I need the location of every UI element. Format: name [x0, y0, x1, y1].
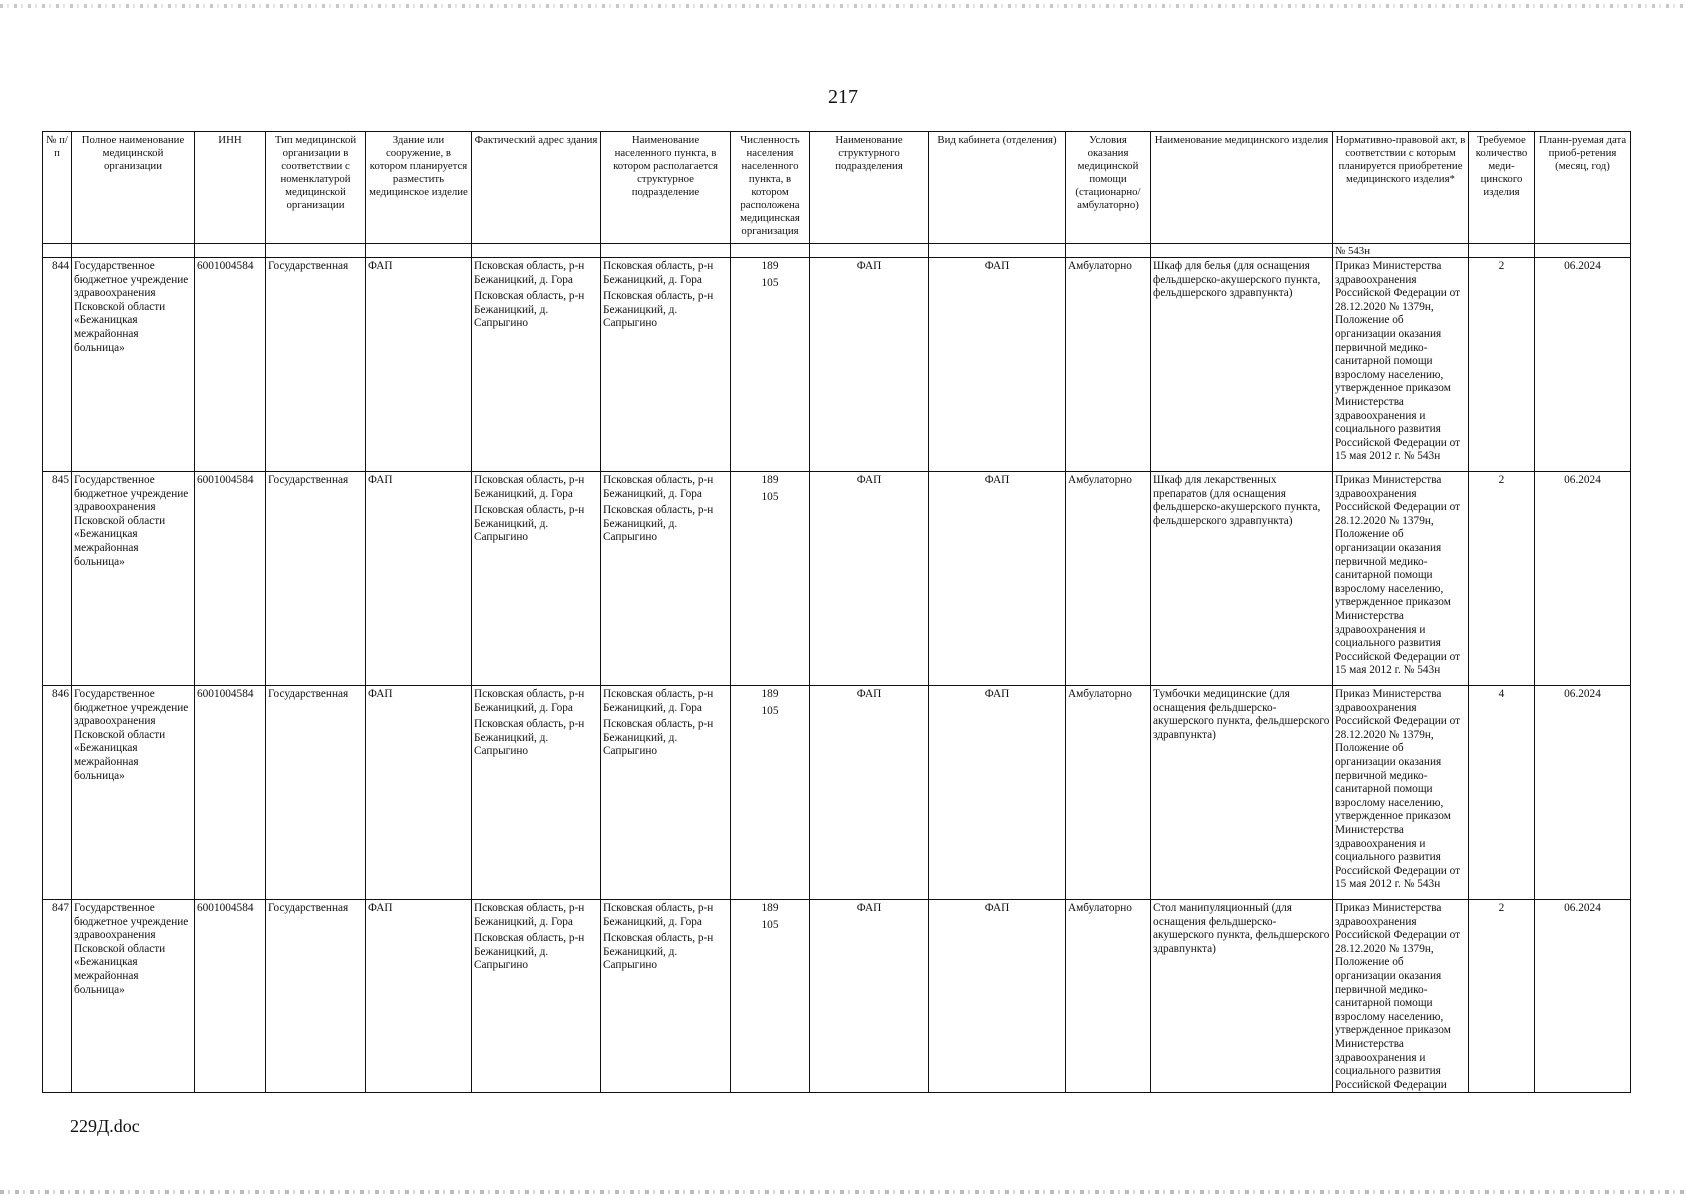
header-cell-address: Фактический адрес здания: [472, 132, 601, 244]
table-row: [43, 258, 1631, 472]
population-value: 105: [761, 490, 779, 503]
cell-act: Приказ Министерства здравоохранения Российской Федерации от 28.12.2020 № 1379н, Положение об организации оказания первичной медико-санитарной помощи взрослому населению, утвержденное приказом Министерства здравоохранения и социального развития Российской Федерации: [1333, 900, 1469, 1093]
cell-conditions: Амбулаторно: [1066, 258, 1151, 472]
settlement-line: Псковская область, р-н Бежаницкий, д. Сапрыгино: [603, 290, 714, 330]
header-cell-date: Планн-руемая дата приоб-ретения (месяц, год): [1535, 132, 1631, 244]
cell-device: Стол манипуляционный (для оснащения фельдшерско-акушерского пункта, фельдшерского здравпункта): [1151, 900, 1333, 1093]
cell-org: Государственное бюджетное учреждение здравоохранения Псковской области «Бежаницкая межрайонная больница»: [72, 900, 195, 1093]
cell-inn: 6001004584: [195, 686, 266, 900]
header-cell-org: Полное наименование медицинской организации: [72, 132, 195, 244]
cell-population: [731, 258, 810, 472]
cell-qty: 4: [1469, 686, 1535, 900]
cell-qty: 2: [1469, 472, 1535, 686]
cell-act: Приказ Министерства здравоохранения Российской Федерации от 28.12.2020 № 1379н, Положение об организации оказания первичной медико-санитарной помощи взрослому населению, утвержденное приказом Министерства здравоохранения и социального развития Российской Федерации от 15 мая 2012 г. № 543н: [1333, 686, 1469, 900]
address-line: Псковская область, р-н Бежаницкий, д. Гора: [474, 260, 585, 286]
settlement-line: Псковская область, р-н Бежаницкий, д. Гора: [603, 902, 714, 928]
cell-cabinet: ФАП: [929, 686, 1066, 900]
population-value: 189: [761, 688, 779, 700]
cell-subdivision: ФАП: [810, 258, 929, 472]
header-cell-act: Нормативно-правовой акт, в соответствии с которым планируется приобретение медицинского изделия*: [1333, 132, 1469, 244]
population-value: 189: [761, 902, 779, 914]
header-cell-device: Наименование медицинского изделия: [1151, 132, 1333, 244]
population-value: 189: [761, 260, 779, 272]
cell-org: Государственное бюджетное учреждение здравоохранения Псковской области «Бежаницкая межрайонная больница»: [72, 472, 195, 686]
cell-inn: 6001004584: [195, 258, 266, 472]
cell-date: 06.2024: [1535, 686, 1631, 900]
cell-date: 06.2024: [1535, 258, 1631, 472]
scan-edge-top: [0, 4, 1686, 8]
cell-conditions: Амбулаторно: [1066, 900, 1151, 1093]
cell-type: Государственная: [266, 900, 366, 1093]
cell-population: [731, 472, 810, 686]
cell-type: Государственная: [266, 686, 366, 900]
cell-building: ФАП: [366, 472, 472, 686]
cell-population: [731, 686, 810, 900]
cell-settlement: [601, 900, 731, 1093]
cell-address: [472, 258, 601, 472]
cell-inn: 6001004584: [195, 472, 266, 686]
cell-device: Шкаф для белья (для оснащения фельдшерско-акушерского пункта, фельдшерского здравпункта): [1151, 258, 1333, 472]
table-row: [43, 472, 1631, 686]
cell-type: Государственная: [266, 258, 366, 472]
header-cell-subdivision: Наименование структурного подразделения: [810, 132, 929, 244]
cell-subdivision: ФАП: [810, 900, 929, 1093]
settlement-line: Псковская область, р-н Бежаницкий, д. Гора: [603, 474, 714, 500]
footer-filename: 229Д.doc: [70, 1116, 140, 1136]
header-cell-conditions: Условия оказания медицинской помощи (стационарно/ амбулаторно): [1066, 132, 1151, 244]
header-cell-num: № п/п: [43, 132, 72, 244]
cell-address: [472, 900, 601, 1093]
header-cell-settlement: Наименование населенного пункта, в котором располагается структурное подразделение: [601, 132, 731, 244]
cell-building: ФАП: [366, 258, 472, 472]
cell-act: Приказ Министерства здравоохранения Российской Федерации от 28.12.2020 № 1379н, Положение об организации оказания первичной медико-санитарной помощи взрослому населению, утвержденное приказом Министерства здравоохранения и социального развития Российской Федерации от 15 мая 2012 г. № 543н: [1333, 472, 1469, 686]
address-line: Псковская область, р-н Бежаницкий, д. Сапрыгино: [474, 290, 585, 330]
cell-type: Государственная: [266, 472, 366, 686]
carry-over-row: [43, 244, 1631, 258]
cell-device: Тумбочки медицинские (для оснащения фельдшерско-акушерского пункта, фельдшерского здравпункта): [1151, 686, 1333, 900]
settlement-line: Псковская область, р-н Бежаницкий, д. Сапрыгино: [603, 504, 714, 544]
header-cell-type: Тип медицинской организации в соответствии с номенклатурой медицинской организации: [266, 132, 366, 244]
header-cell-building: Здание или сооружение, в котором планируется разместить медицинское изделие: [366, 132, 472, 244]
table-row: [43, 686, 1631, 900]
cell-building: ФАП: [366, 686, 472, 900]
cell-num: 847: [43, 900, 72, 1093]
cell-population: [731, 900, 810, 1093]
cell-num: 844: [43, 258, 72, 472]
cell-subdivision: ФАП: [810, 686, 929, 900]
cell-subdivision: ФАП: [810, 472, 929, 686]
cell-address: [472, 472, 601, 686]
settlement-line: Псковская область, р-н Бежаницкий, д. Гора: [603, 260, 714, 286]
cell-act: Приказ Министерства здравоохранения Российской Федерации от 28.12.2020 № 1379н, Положение об организации оказания первичной медико-санитарной помощи взрослому населению, утвержденное приказом Министерства здравоохранения и социального развития Российской Федерации от 15 мая 2012 г. № 543н: [1333, 258, 1469, 472]
cell-building: ФАП: [366, 900, 472, 1093]
cell-org: Государственное бюджетное учреждение здравоохранения Псковской области «Бежаницкая межрайонная больница»: [72, 258, 195, 472]
header-cell-qty: Требуемое количество меди-цинского изделия: [1469, 132, 1535, 244]
header-cell-cabinet: Вид кабинета (отделения): [929, 132, 1066, 244]
population-value: 189: [761, 474, 779, 486]
cell-settlement: [601, 258, 731, 472]
address-line: Псковская область, р-н Бежаницкий, д. Гора: [474, 902, 585, 928]
address-line: Псковская область, р-н Бежаницкий, д. Сапрыгино: [474, 932, 585, 972]
carry-over-text: № 543н: [1333, 244, 1469, 258]
population-value: 105: [761, 276, 779, 289]
scan-edge-bottom: [0, 1190, 1686, 1194]
cell-date: 06.2024: [1535, 900, 1631, 1093]
cell-settlement: [601, 686, 731, 900]
header-row: [43, 132, 1631, 244]
address-line: Псковская область, р-н Бежаницкий, д. Сапрыгино: [474, 504, 585, 544]
device-table: [42, 131, 1631, 1093]
cell-num: 846: [43, 686, 72, 900]
population-value: 105: [761, 704, 779, 717]
cell-conditions: Амбулаторно: [1066, 472, 1151, 686]
header-cell-population: Численность населения населенного пункта, в котором расположена медицинская организация: [731, 132, 810, 244]
cell-cabinet: ФАП: [929, 258, 1066, 472]
cell-qty: 2: [1469, 258, 1535, 472]
settlement-line: Псковская область, р-н Бежаницкий, д. Сапрыгино: [603, 718, 714, 758]
cell-qty: 2: [1469, 900, 1535, 1093]
cell-date: 06.2024: [1535, 472, 1631, 686]
cell-cabinet: ФАП: [929, 472, 1066, 686]
cell-address: [472, 686, 601, 900]
page-number: 217: [828, 86, 858, 108]
cell-num: 845: [43, 472, 72, 686]
settlement-line: Псковская область, р-н Бежаницкий, д. Сапрыгино: [603, 932, 714, 972]
cell-conditions: Амбулаторно: [1066, 686, 1151, 900]
settlement-line: Псковская область, р-н Бежаницкий, д. Гора: [603, 688, 714, 714]
cell-settlement: [601, 472, 731, 686]
cell-cabinet: ФАП: [929, 900, 1066, 1093]
cell-device: Шкаф для лекарственных препаратов (для оснащения фельдшерско-акушерского пункта, фельдшерского здравпункта): [1151, 472, 1333, 686]
address-line: Псковская область, р-н Бежаницкий, д. Гора: [474, 688, 585, 714]
cell-inn: 6001004584: [195, 900, 266, 1093]
address-line: Псковская область, р-н Бежаницкий, д. Сапрыгино: [474, 718, 585, 758]
header-cell-inn: ИНН: [195, 132, 266, 244]
cell-org: Государственное бюджетное учреждение здравоохранения Псковской области «Бежаницкая межрайонная больница»: [72, 686, 195, 900]
population-value: 105: [761, 918, 779, 931]
address-line: Псковская область, р-н Бежаницкий, д. Гора: [474, 474, 585, 500]
table-row: [43, 900, 1631, 1093]
